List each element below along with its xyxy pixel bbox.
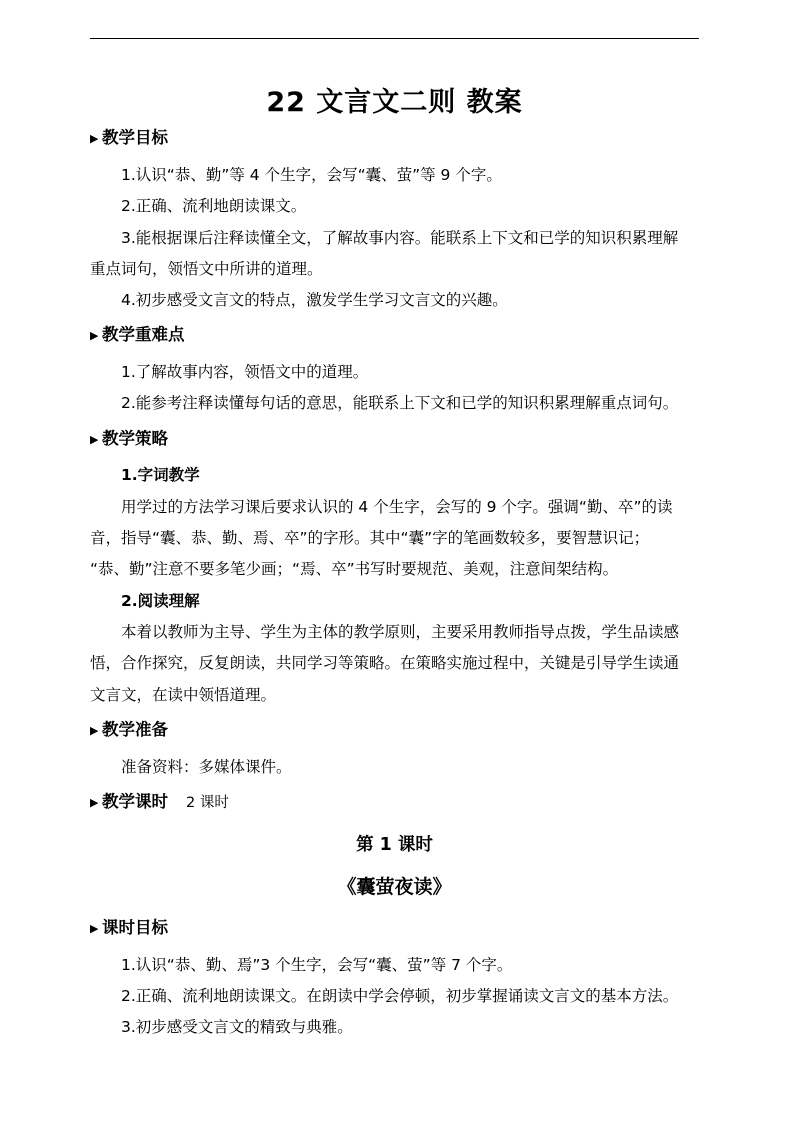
header-rule bbox=[90, 38, 699, 39]
triangle-bullet-icon: ▶ bbox=[90, 796, 99, 809]
triangle-bullet-icon: ▶ bbox=[90, 132, 99, 145]
hours-value: 2 课时 bbox=[186, 795, 229, 811]
triangle-bullet-icon: ▶ bbox=[90, 329, 99, 342]
lesson-goal-item: 1.认识“恭、勤、焉”3 个生字，会写“囊、萤”等 7 个字。 bbox=[121, 956, 513, 974]
lesson-title: 第 1 课时 bbox=[356, 835, 433, 855]
strategy-subheading: 2.阅读理解 bbox=[121, 592, 200, 610]
triangle-bullet-icon: ▶ bbox=[90, 724, 99, 737]
lesson-goal-item: 2.正确、流利地朗读课文。在朗读中学会停顿，初步掌握诵读文言文的基本方法。 bbox=[121, 987, 679, 1005]
section-heading-lesson-goals: ▶ 课时目标 bbox=[90, 918, 168, 937]
lesson-subtitle: 《囊萤夜读》 bbox=[337, 876, 452, 898]
goal-item: 1.认识“恭、勤”等 4 个生字，会写“囊、萤”等 9 个字。 bbox=[121, 166, 502, 184]
section-heading-key-points: ▶ 教学重难点 bbox=[90, 325, 185, 344]
goal-item-continued: 重点词句，领悟文中所讲的道理。 bbox=[90, 260, 323, 278]
paragraph-line: 悟，合作探究，反复朗读，共同学习等策略。在策略实施过程中，关键是引导学生读通 bbox=[90, 654, 680, 672]
strategy-subheading: 1.字词教学 bbox=[121, 466, 200, 484]
key-point-item: 2.能参考注释读懂每句话的意思，能联系上下文和已学的知识积累理解重点词句。 bbox=[121, 394, 679, 412]
paragraph-line: 本着以教师为主导、学生为主体的教学原则，主要采用教师指导点拨，学生品读感 bbox=[121, 623, 680, 641]
section-heading-hours: ▶ 教学课时 2 课时 bbox=[90, 792, 229, 811]
lesson-goal-item: 3.初步感受文言文的精致与典雅。 bbox=[121, 1018, 353, 1036]
triangle-bullet-icon: ▶ bbox=[90, 922, 99, 935]
section-heading-strategy: ▶ 教学策略 bbox=[90, 429, 168, 448]
section-heading-prep: ▶ 教学准备 bbox=[90, 720, 168, 739]
paragraph-line: 文言文，在读中领悟道理。 bbox=[90, 686, 277, 704]
paragraph-line: 用学过的方法学习课后要求认识的 4 个生字，会写的 9 个字。强调“勤、卒”的读 bbox=[121, 498, 673, 516]
section-heading-goals: ▶ 教学目标 bbox=[90, 128, 168, 147]
goal-item: 3.能根据课后注释读懂全文，了解故事内容。能联系上下文和已学的知识积累理解 bbox=[121, 229, 679, 247]
goal-item: 2.正确、流利地朗读课文。 bbox=[121, 197, 307, 215]
paragraph-line: 音，指导“囊、恭、勤、焉、卒”的字形。其中“囊”字的笔画数较多，要智慧识记； bbox=[90, 529, 650, 547]
paragraph-line: “恭、勤”注意不要多笔少画；“焉、卒”书写时要规范、美观，注意间架结构。 bbox=[90, 560, 619, 578]
goal-item: 4.初步感受文言文的特点，激发学生学习文言文的兴趣。 bbox=[121, 291, 508, 309]
triangle-bullet-icon: ▶ bbox=[90, 433, 99, 446]
key-point-item: 1.了解故事内容，领悟文中的道理。 bbox=[121, 363, 369, 381]
page-title: 22 文言文二则 教案 bbox=[266, 87, 523, 118]
prep-text: 准备资料：多媒体课件。 bbox=[121, 758, 292, 776]
